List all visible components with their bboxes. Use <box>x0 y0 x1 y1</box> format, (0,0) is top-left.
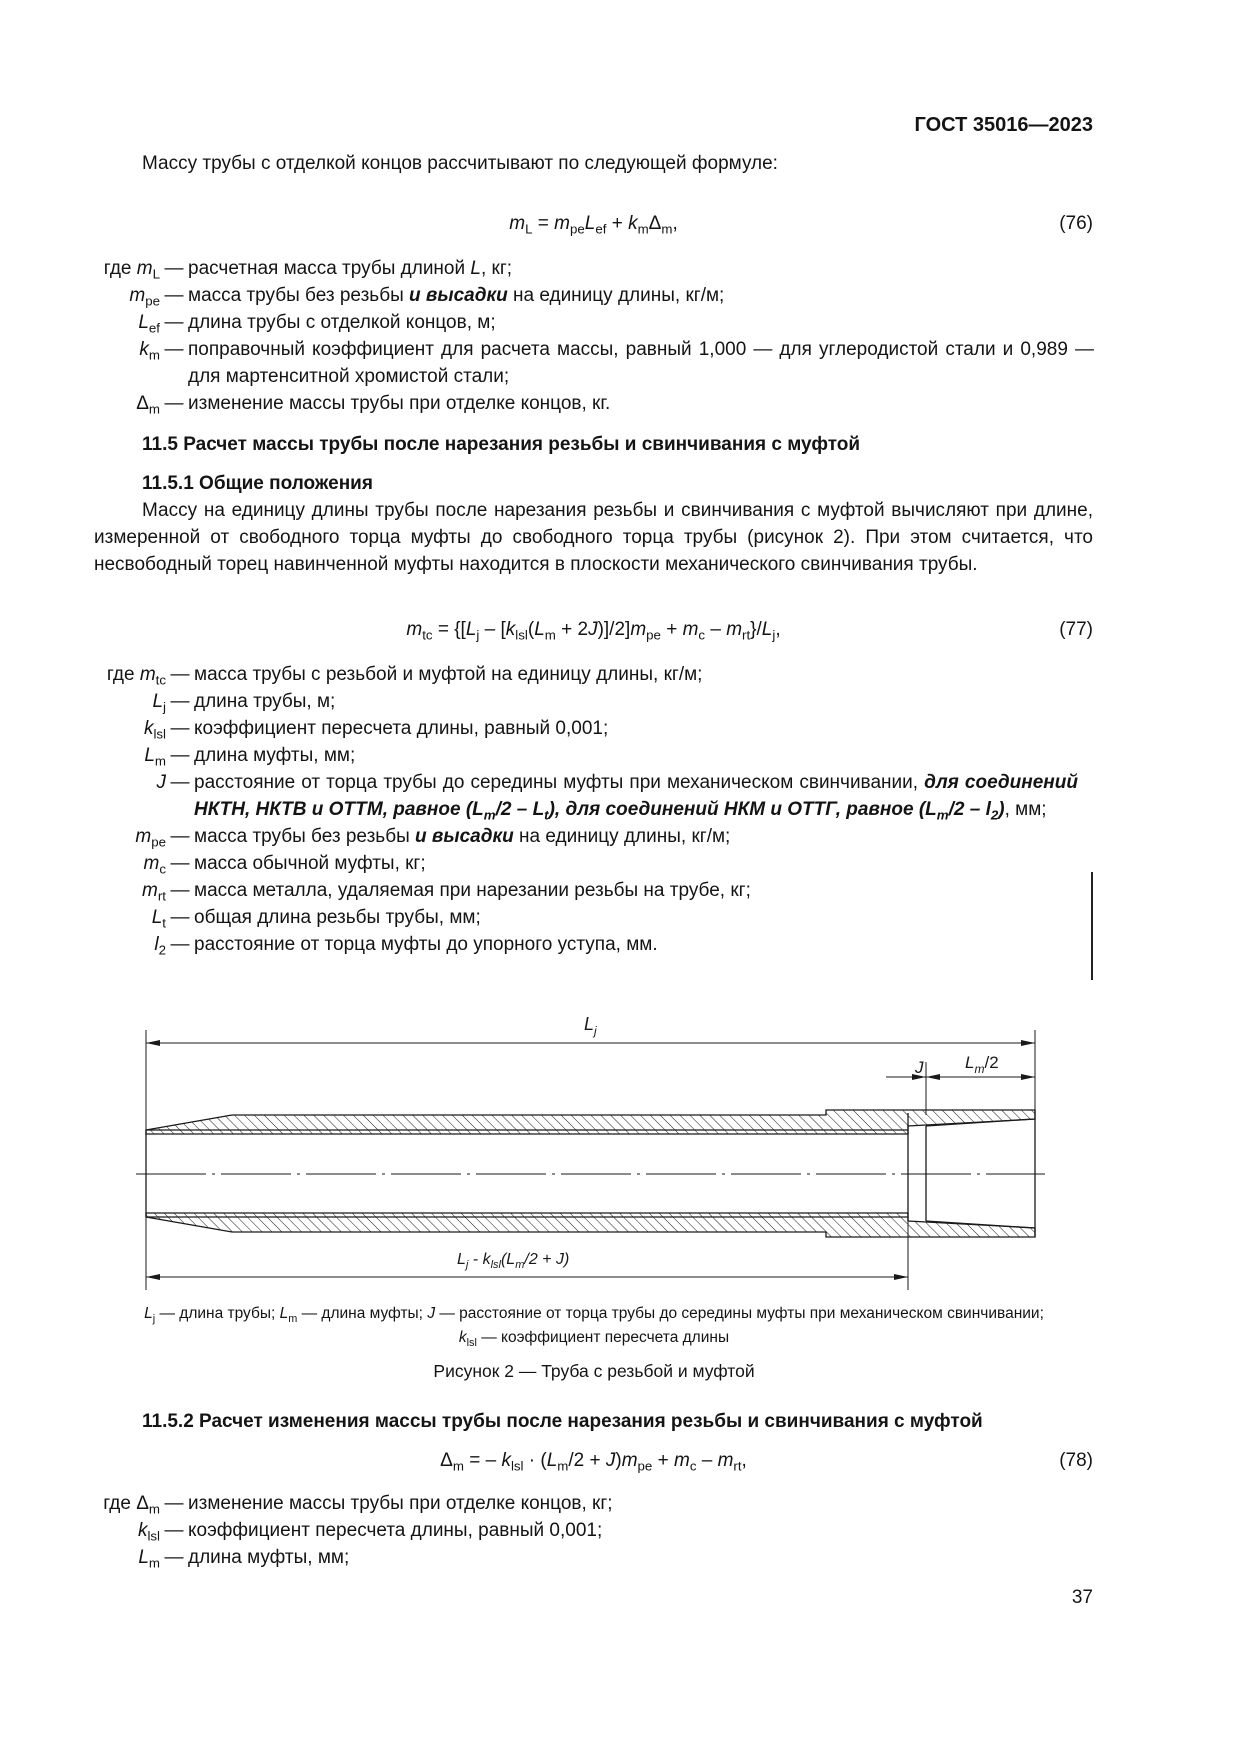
definition-item: $m_{pe}$ — масса трубы без резьбы и высадки на единицу длины, кг/м; <box>135 826 731 850</box>
pipe-wall-top <box>146 1110 1035 1134</box>
formula-78 <box>94 1447 1093 1477</box>
figure-caption: Рисунок 2 — Труба с резьбой и муфтой <box>433 1361 755 1381</box>
formula-77-expression: $m_{tc} = \{[L_j - [k_{lsl}(L_m + 2J)]/2]m_{pe} + m_c - m_{rt}\}/L_j$, <box>406 619 781 643</box>
formula-78-expression: $\Delta_m$ = – $k_{lsl} \cdot (L_m/2 + J)m_{pe} + m_c - m_{rt}$, <box>440 1450 747 1474</box>
formula-77 <box>94 616 1093 646</box>
change-bar <box>1091 872 1093 980</box>
pipe-wall-bottom <box>146 1213 1035 1237</box>
definition-item: $m_c$ — масса обычной муфты, кг; <box>143 853 426 877</box>
pipe-coupling-drawing <box>0 1000 1241 1300</box>
formula-78-number: (78) <box>1059 1450 1093 1471</box>
figure-legend <box>94 1302 1094 1350</box>
dimension-j-lm2 <box>886 1053 1035 1115</box>
paragraph-11-5-1: Массу на единицу длины трубы после нарезания резьбы и свинчивания с муфтой вычисляют при длине, измеренной от свободного торца муфты до свободного торца трубы (рисунок 2). При этом считается, что несвободный торец навинченной муфты находится в плоскости механического свинчивания трубы. <box>94 500 1093 575</box>
definition-item: $L_m$ — длина муфты, мм; <box>144 745 356 769</box>
definitions-76 <box>88 255 1094 417</box>
definitions-77 <box>88 661 1094 958</box>
definition-item: $m_{pe}$ — масса трубы без резьбы и высадки на единицу длины, кг/м; <box>129 285 725 309</box>
formula-77-number: (77) <box>1059 619 1093 640</box>
definition-item: $L_m$ — длина муфты, мм; <box>138 1547 350 1571</box>
standard-header: ГОСТ 35016—2023 <box>914 114 1093 136</box>
formula-76 <box>94 210 1093 240</box>
definition-item: $k_m$ — поправочный коэффициент для расчета массы, равный 1,000 — для углеродистой стали и 0,989 — для мартенситной хромистой стали; <box>139 339 1094 387</box>
formula-76-number: (76) <box>1059 213 1093 234</box>
definition-item: $k_{lsl}$ — коэффициент пересчета длины, равный 0,001; <box>143 718 609 742</box>
definition-item: $L_j$ — длина трубы, м; <box>152 691 336 715</box>
label-lj: $L_j$ <box>584 1014 597 1038</box>
definition-item: $l_2$ — расстояние от торца муфты до упорного уступа, мм. <box>154 934 658 958</box>
section-heading-11-5: 11.5 Расчет массы трубы после нарезания резьбы и свинчивания с муфтой <box>142 434 861 455</box>
definition-item: $k_{lsl}$ — коэффициент пересчета длины, равный 0,001; <box>137 1520 603 1544</box>
label-bottom-dimension: $L_j - k_{lsl}(L_m/2 + J)$ <box>457 1251 570 1271</box>
label-j: J <box>915 1058 924 1077</box>
section-heading-11-5-2: 11.5.2 Расчет изменения массы трубы после нарезания резьбы и свинчивания с муфтой <box>142 1411 983 1432</box>
page-number: 37 <box>1071 1587 1093 1608</box>
formula-76-expression: $m_L = m_{pe}L_{ef} + k_m\Delta_m$, <box>509 213 678 237</box>
legend-line-1: $L_j$ — длина трубы; $L_m$ — длина муфты; J — расстояние от торца трубы до середины муфты при механическом свинчивании; <box>144 1305 1044 1325</box>
intro-paragraph-76: Массу трубы с отделкой концов рассчитывают по следующей формуле: <box>142 153 778 174</box>
definition-item: где $\Delta_m$ — изменение массы трубы при отделке концов, кг; <box>103 1493 613 1517</box>
legend-line-2: $k_{lsl}$ — коэффициент пересчета длины <box>458 1329 730 1349</box>
definition-item: $L_t$ — общая длина резьбы трубы, мм; <box>151 907 481 931</box>
section-heading-11-5-1: 11.5.1 Общие положения <box>142 473 373 494</box>
label-lm2: $L_m/2$ <box>965 1053 999 1076</box>
definition-item: $\Delta_m$ — изменение массы трубы при отделке концов, кг. <box>136 393 611 417</box>
definition-item: J — расстояние от торца трубы до середины муфты при механическом свинчивании, для соединений НКТН, НКТВ и ОТТМ, равное $(L_m/2 - L_t)$, для соединений НКМ и ОТТГ, равное $(L_m/2 - l_2)$, мм; <box>156 772 1078 823</box>
definitions-78 <box>88 1490 1094 1571</box>
definition-item: где $m_L$ — расчетная масса трубы длиной L, кг; <box>103 258 513 282</box>
definition-item: $L_{ef}$ — длина трубы с отделкой концов, м; <box>138 312 496 336</box>
definition-item: $m_{rt}$ — масса металла, удаляемая при нарезании резьбы на трубе, кг; <box>142 880 751 904</box>
definition-item: где $m_{tc}$ — масса трубы с резьбой и муфтой на единицу длины, кг/м; <box>106 664 703 688</box>
